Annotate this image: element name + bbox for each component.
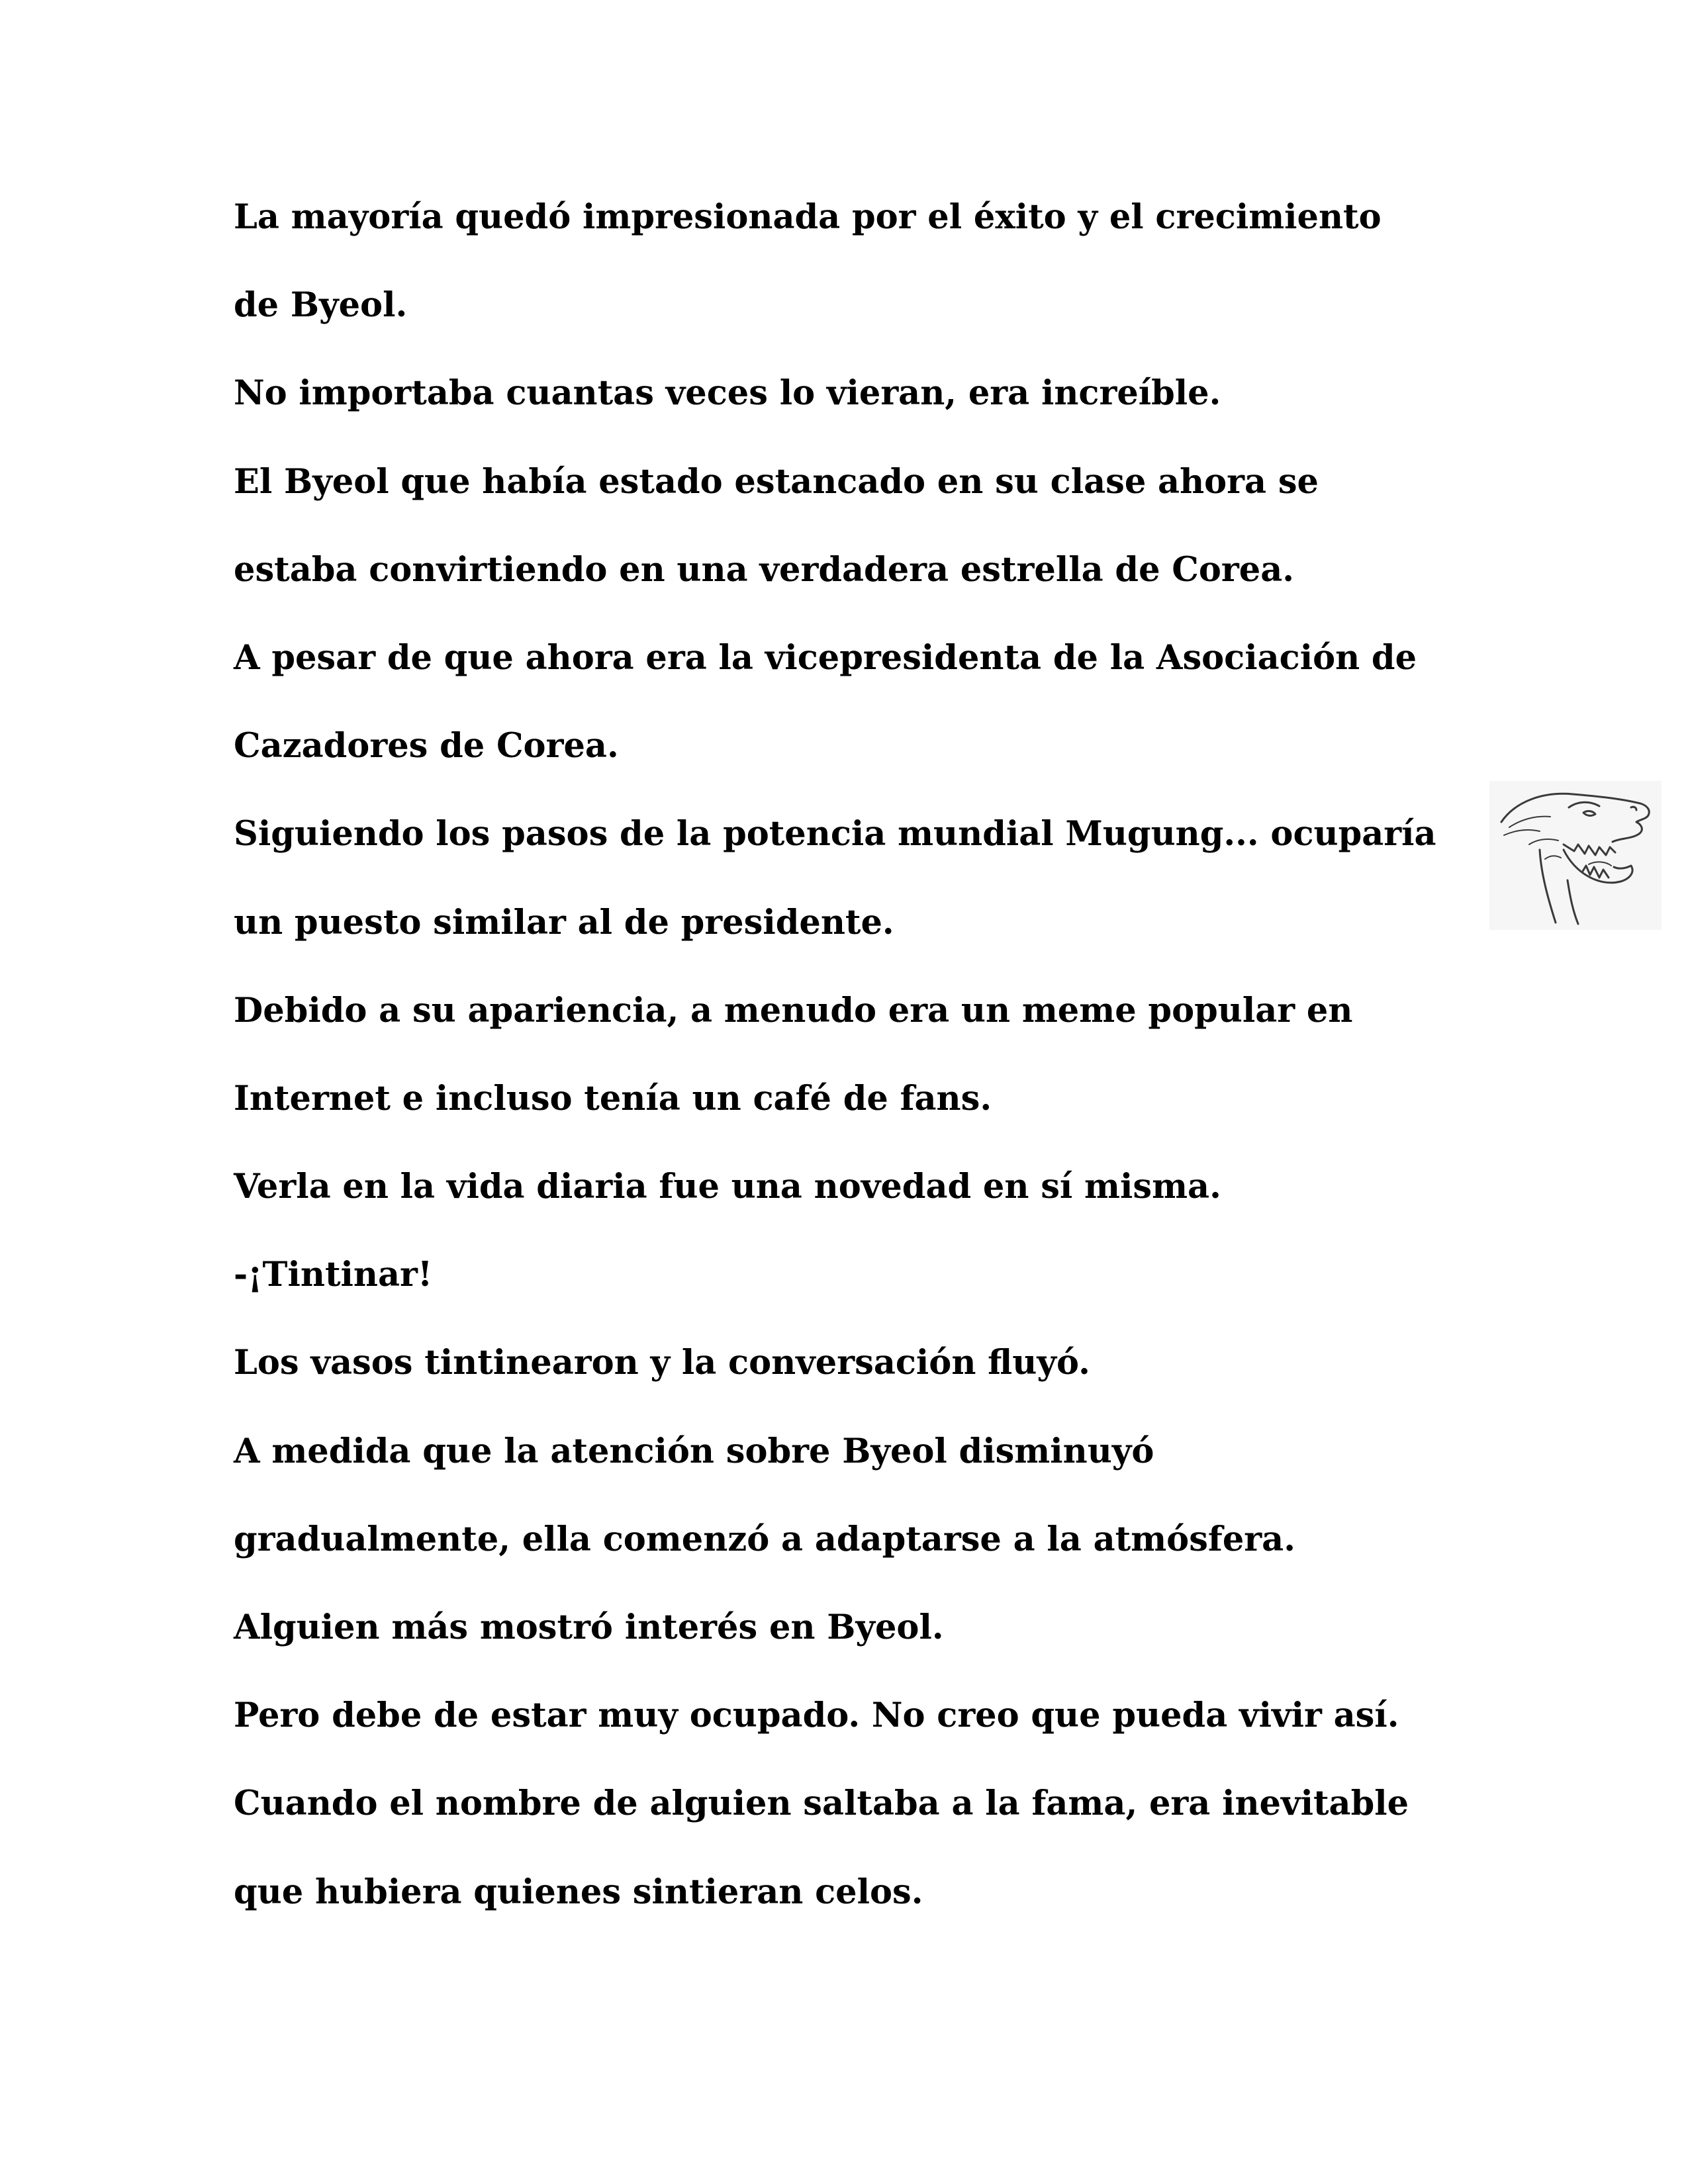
dinosaur-head-icon (1489, 781, 1662, 930)
text-line: Pero debe de estar muy ocupado. No creo que pueda vivir así. (234, 1696, 1399, 1736)
text-line: Debido a su apariencia, a menudo era un meme popular en (234, 990, 1353, 1030)
text-line: A pesar de que ahora era la vicepresidenta de la Asociación de (234, 637, 1417, 678)
text-line: de Byeol. (234, 285, 408, 326)
text-line: No importaba cuantas veces lo vieran, era increíble. (234, 373, 1221, 414)
text-line: -¡Tintinar! (234, 1255, 433, 1295)
text-line: Cuando el nombre de alguien saltaba a la fama, era inevitable (234, 1784, 1409, 1824)
text-line: Siguiendo los pasos de la potencia mundial Mugung... ocuparía (234, 814, 1436, 854)
text-line: gradualmente, ella comenzó a adaptarse a la atmósfera. (234, 1519, 1295, 1559)
text-line: Verla en la vida diaria fue una novedad en sí misma. (234, 1167, 1221, 1207)
text-line: La mayoría quedó impresionada por el éxito y el crecimiento (234, 197, 1382, 237)
text-line: Alguien más mostró interés en Byeol. (234, 1608, 944, 1647)
body-text (234, 191, 1491, 1954)
text-line: El Byeol que había estado estancado en su clase ahora se (234, 461, 1319, 502)
text-line: que hubiera quienes sintieran celos. (234, 1872, 923, 1912)
text-line: Cazadores de Corea. (234, 726, 619, 766)
text-line: estaba convirtiendo en una verdadera estrella de Corea. (234, 549, 1294, 590)
text-line: A medida que la atención sobre Byeol disminuyó (234, 1431, 1154, 1471)
text-line: un puesto similar al de presidente. (234, 902, 894, 942)
text-line: Internet e incluso tenía un café de fans. (234, 1078, 992, 1118)
text-line: Los vasos tintinearon y la conversación fluyó. (234, 1343, 1090, 1383)
